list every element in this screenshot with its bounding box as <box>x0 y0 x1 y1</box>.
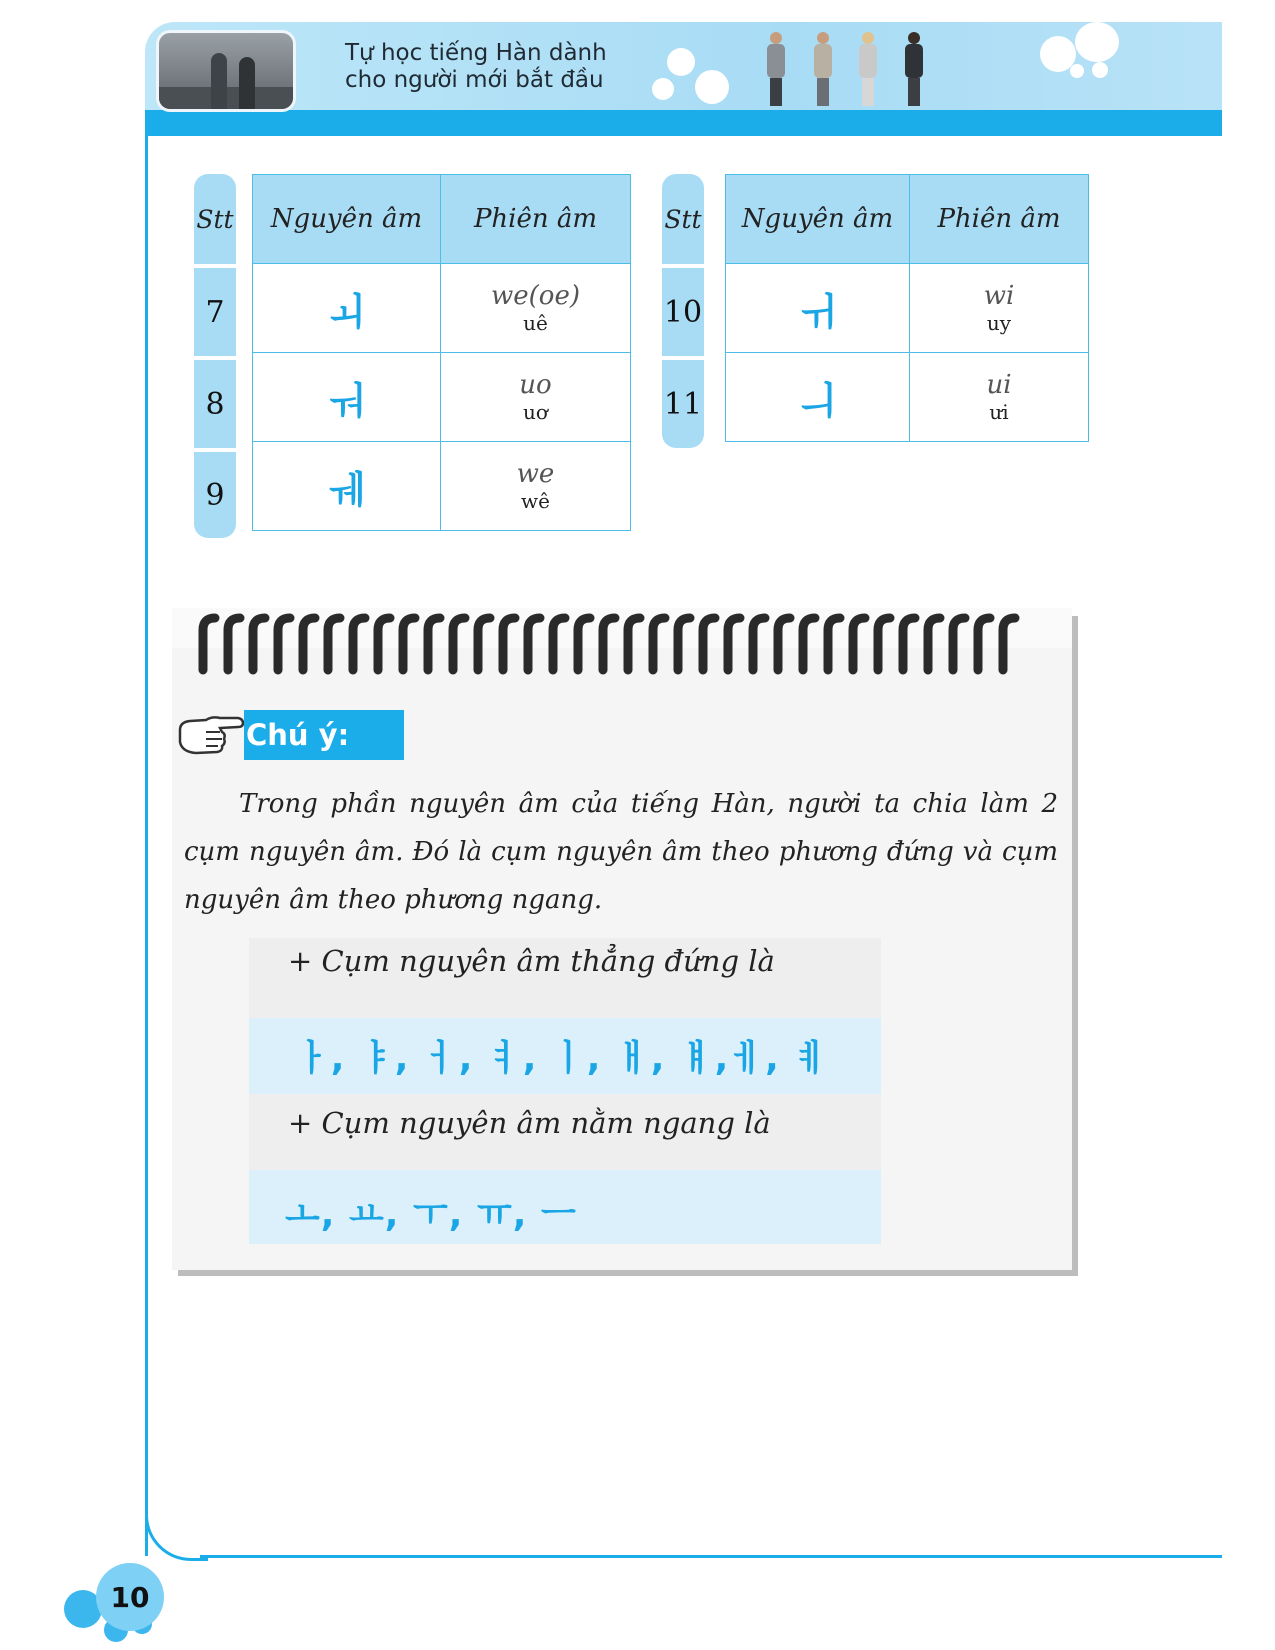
stt-number: 11 <box>663 386 703 422</box>
photo-person <box>211 53 227 109</box>
table-header-row <box>253 175 631 264</box>
vietnamese-sound: wê <box>521 489 550 513</box>
table-row <box>253 264 631 353</box>
bubble-decoration <box>667 48 695 76</box>
vietnamese-sound: ưi <box>989 400 1009 424</box>
vietnamese-sound: uê <box>523 311 548 335</box>
pointing-hand-icon <box>176 708 244 758</box>
stt-number: 10 <box>663 294 703 330</box>
person-illustration <box>765 32 787 106</box>
romanization: uo <box>519 370 552 400</box>
note-paragraph: Trong phần nguyên âm của tiếng Hàn, người ta chia làm 2 cụm nguyên âm. Đó là cụm nguyên âm theo phương đứng và cụm nguyên âm theo phương ngang. <box>184 789 1058 915</box>
vertical-vowel-list: ㅏ, ㅑ, ㅓ, ㅕ, ㅣ, ㅐ, ㅒ,ㅔ, ㅖ <box>295 1038 830 1079</box>
bubble-decoration <box>652 78 674 100</box>
horizontal-vowel-list: ㅗ, ㅛ, ㅜ, ㅠ, ㅡ <box>285 1194 577 1235</box>
bubble-decoration <box>695 70 729 104</box>
header-transcription: Phiên âm <box>910 175 1089 264</box>
page-frame-corner <box>145 1506 208 1561</box>
bubble-decoration <box>1075 22 1119 62</box>
stt-number: 9 <box>205 477 225 513</box>
korean-vowel: ㅞ <box>328 467 365 512</box>
horizontal-group-heading: + Cụm nguyên âm nằm ngang là <box>288 1106 771 1140</box>
korean-vowel: ㅝ <box>328 378 365 423</box>
person-illustration <box>857 32 879 106</box>
romanization: ui <box>986 370 1012 400</box>
korean-vowel: ㅢ <box>799 378 836 423</box>
stt-number: 7 <box>205 294 225 330</box>
book-title <box>345 40 645 94</box>
stt-header: Stt <box>664 204 702 234</box>
header-photo <box>156 30 296 112</box>
book-title-line2: cho người mới bắt đầu <box>345 67 604 93</box>
stt-column-left <box>194 174 236 538</box>
page-number: 10 <box>96 1563 164 1631</box>
page-frame-left <box>145 136 148 1556</box>
page-frame-bottom <box>200 1555 1222 1558</box>
table-row <box>726 353 1089 442</box>
vietnamese-sound: uy <box>986 311 1012 335</box>
korean-vowel: ㅚ <box>328 289 365 334</box>
spiral-binding <box>195 612 1045 682</box>
stt-number: 8 <box>205 386 225 422</box>
stt-column-right <box>662 174 704 448</box>
vertical-group-heading: + Cụm nguyên âm thẳng đứng là <box>288 944 775 978</box>
vietnamese-sound: uơ <box>523 400 548 424</box>
header-vowel: Nguyên âm <box>726 175 910 264</box>
bubble-decoration <box>1092 62 1108 78</box>
romanization: we <box>516 459 555 489</box>
bubble-decoration <box>1070 64 1084 78</box>
header-vowel: Nguyên âm <box>253 175 441 264</box>
table-header-row <box>726 175 1089 264</box>
header-transcription: Phiên âm <box>441 175 631 264</box>
vowel-table-right <box>725 174 1089 442</box>
book-title-line1: Tự học tiếng Hàn dành <box>345 40 607 66</box>
header-bar <box>145 110 1222 136</box>
table-row <box>726 264 1089 353</box>
vowel-table-left <box>252 174 631 531</box>
person-illustration <box>812 32 834 106</box>
romanization: we(oe) <box>491 281 580 311</box>
table-row <box>253 442 631 531</box>
person-illustration <box>903 32 925 106</box>
photo-person <box>239 57 255 109</box>
table-row <box>253 353 631 442</box>
stt-header: Stt <box>196 204 234 234</box>
romanization: wi <box>983 281 1015 311</box>
note-label: Chú ý: <box>244 710 404 760</box>
korean-vowel: ㅟ <box>799 289 836 334</box>
